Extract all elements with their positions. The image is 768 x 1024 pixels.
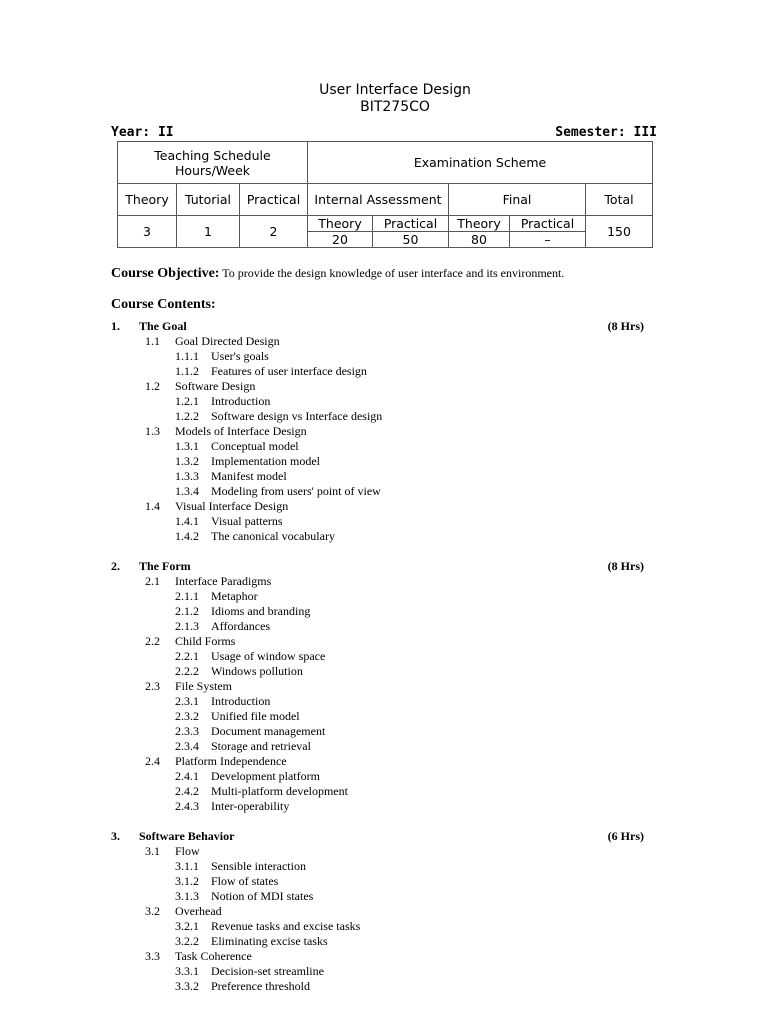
subsection-number: 3.1.3 <box>175 889 199 903</box>
subsection-number: 2.1.1 <box>175 589 199 603</box>
subsection-item <box>0 724 768 739</box>
section-number: 3.2 <box>145 904 160 918</box>
subsection-item <box>0 454 768 469</box>
subsection-number: 1.2.2 <box>175 409 199 423</box>
unit-number: 2. <box>111 559 120 573</box>
subsection-item <box>0 349 768 364</box>
subsection-item <box>0 799 768 814</box>
subsection-title: Notion of MDI states <box>211 889 314 903</box>
section-number: 3.3 <box>145 949 160 963</box>
subsection-title: Eliminating excise tasks <box>211 934 328 948</box>
subsection-number: 2.4.3 <box>175 799 199 813</box>
course-objective-text: To provide the design knowledge of user interface and its environment. <box>219 266 565 280</box>
schedule-table <box>117 141 653 248</box>
subsection-item <box>0 859 768 874</box>
section-number: 1.2 <box>145 379 160 393</box>
subsection-item <box>0 934 768 949</box>
subsection-number: 2.1.2 <box>175 604 199 618</box>
subsection-number: 2.4.2 <box>175 784 199 798</box>
subsection-title: Inter-operability <box>211 799 290 813</box>
section-title: Flow <box>175 844 200 858</box>
section-number: 2.2 <box>145 634 160 648</box>
subsection-number: 1.4.2 <box>175 529 199 543</box>
theory-hours: 3 <box>118 216 177 248</box>
subsection-number: 2.3.1 <box>175 694 199 708</box>
course-code: BIT275CO <box>360 99 430 115</box>
section-item <box>0 634 768 649</box>
teaching-schedule-header: Teaching Schedule Hours/Week <box>118 142 308 184</box>
section-item <box>0 904 768 919</box>
subsection-title: Storage and retrieval <box>211 739 311 753</box>
subsection-item <box>0 604 768 619</box>
subsection-title: User's goals <box>211 349 269 363</box>
subsection-item <box>0 529 768 544</box>
subsection-item <box>0 769 768 784</box>
final-theory-header: Theory <box>449 216 510 232</box>
final-theory-marks: 80 <box>449 232 510 248</box>
subsection-title: Affordances <box>211 619 271 633</box>
subsection-title: Windows pollution <box>211 664 303 678</box>
unit-title: The Goal <box>139 319 187 333</box>
course-unit <box>0 559 768 814</box>
section-title: Overhead <box>175 904 222 918</box>
section-item <box>0 949 768 964</box>
subsection-number: 2.2.1 <box>175 649 199 663</box>
subsection-title: Manifest model <box>211 469 287 483</box>
subsection-number: 3.2.2 <box>175 934 199 948</box>
subsection-number: 3.3.2 <box>175 979 199 993</box>
subsection-number: 2.2.2 <box>175 664 199 678</box>
theory-header: Theory <box>118 184 177 216</box>
internal-assessment-header: Internal Assessment <box>308 184 449 216</box>
section-item <box>0 754 768 769</box>
subsection-item <box>0 874 768 889</box>
subsection-number: 1.2.1 <box>175 394 199 408</box>
course-contents-label: Course Contents: <box>111 297 216 312</box>
course-unit <box>0 829 768 994</box>
section-title: Goal Directed Design <box>175 334 280 348</box>
unit-hours: (6 Hrs) <box>607 829 644 843</box>
section-title: Models of Interface Design <box>175 424 307 438</box>
unit-hours: (8 Hrs) <box>607 559 644 573</box>
subsection-title: Idioms and branding <box>211 604 311 618</box>
course-objective-label: Course Objective: <box>111 266 220 281</box>
internal-practical-header: Practical <box>373 216 449 232</box>
subsection-title: Preference threshold <box>211 979 310 993</box>
section-number: 1.4 <box>145 499 160 513</box>
course-unit <box>0 319 768 544</box>
section-number: 2.3 <box>145 679 160 693</box>
section-number: 3.1 <box>145 844 160 858</box>
section-title: Child Forms <box>175 634 236 648</box>
unit-heading <box>0 829 768 844</box>
internal-theory-header: Theory <box>308 216 373 232</box>
section-title: Visual Interface Design <box>175 499 289 513</box>
section-item <box>0 844 768 859</box>
subsection-item <box>0 514 768 529</box>
subsection-item <box>0 649 768 664</box>
section-title: Platform Independence <box>175 754 287 768</box>
final-practical-marks: – <box>510 232 586 248</box>
subsection-item <box>0 619 768 634</box>
section-item <box>0 574 768 589</box>
subsection-title: Software design vs Interface design <box>211 409 383 423</box>
practical-hours: 2 <box>240 216 308 248</box>
subsection-number: 1.3.2 <box>175 454 199 468</box>
section-title: Task Coherence <box>175 949 252 963</box>
subsection-title: Sensible interaction <box>211 859 306 873</box>
subsection-number: 1.3.1 <box>175 439 199 453</box>
tutorial-header: Tutorial <box>177 184 240 216</box>
section-title: Interface Paradigms <box>175 574 272 588</box>
section-number: 1.1 <box>145 334 160 348</box>
subsection-number: 1.3.3 <box>175 469 199 483</box>
subsection-number: 3.3.1 <box>175 964 199 978</box>
subsection-title: Usage of window space <box>211 649 326 663</box>
section-item <box>0 424 768 439</box>
subsection-item <box>0 364 768 379</box>
unit-title: The Form <box>139 559 191 573</box>
subsection-number: 3.1.2 <box>175 874 199 888</box>
subsection-title: Flow of states <box>211 874 279 888</box>
exam-scheme-header: Examination Scheme <box>308 142 653 184</box>
subsection-number: 1.1.2 <box>175 364 199 378</box>
subsection-title: Implementation model <box>211 454 320 468</box>
subsection-item <box>0 439 768 454</box>
subsection-item <box>0 919 768 934</box>
subsection-number: 3.2.1 <box>175 919 199 933</box>
subsection-item <box>0 889 768 904</box>
subsection-title: Visual patterns <box>211 514 283 528</box>
subsection-item <box>0 784 768 799</box>
subsection-item <box>0 964 768 979</box>
section-title: Software Design <box>175 379 256 393</box>
subsection-title: The canonical vocabulary <box>211 529 335 543</box>
subsection-number: 1.4.1 <box>175 514 199 528</box>
section-item <box>0 679 768 694</box>
section-item <box>0 379 768 394</box>
section-item <box>0 499 768 514</box>
subsection-item <box>0 484 768 499</box>
total-marks: 150 <box>586 216 653 248</box>
year-label: Year: II <box>111 125 174 140</box>
section-number: 2.4 <box>145 754 160 768</box>
subsection-item <box>0 469 768 484</box>
section-number: 1.3 <box>145 424 160 438</box>
subsection-item <box>0 394 768 409</box>
subsection-number: 1.1.1 <box>175 349 199 363</box>
subsection-number: 2.3.2 <box>175 709 199 723</box>
subsection-item <box>0 979 768 994</box>
subsection-title: Metaphor <box>211 589 258 603</box>
course-objective <box>111 266 564 282</box>
unit-number: 1. <box>111 319 120 333</box>
subsection-number: 3.1.1 <box>175 859 199 873</box>
subsection-number: 2.4.1 <box>175 769 199 783</box>
subsection-number: 2.3.3 <box>175 724 199 738</box>
subsection-title: Revenue tasks and excise tasks <box>211 919 361 933</box>
course-title: User Interface Design <box>319 82 471 98</box>
subsection-item <box>0 694 768 709</box>
semester-label: Semester: III <box>555 125 657 140</box>
tutorial-hours: 1 <box>177 216 240 248</box>
course-outline <box>0 319 768 994</box>
section-title: File System <box>175 679 233 693</box>
subsection-title: Multi-platform development <box>211 784 348 798</box>
unit-heading <box>0 559 768 574</box>
subsection-item <box>0 739 768 754</box>
unit-title: Software Behavior <box>139 829 235 843</box>
unit-number: 3. <box>111 829 120 843</box>
subsection-title: Unified file model <box>211 709 300 723</box>
subsection-title: Conceptual model <box>211 439 299 453</box>
internal-theory-marks: 20 <box>308 232 373 248</box>
unit-hours: (8 Hrs) <box>607 319 644 333</box>
subsection-number: 2.1.3 <box>175 619 199 633</box>
subsection-title: Introduction <box>211 694 271 708</box>
final-header: Final <box>449 184 586 216</box>
section-number: 2.1 <box>145 574 160 588</box>
internal-practical-marks: 50 <box>373 232 449 248</box>
final-practical-header: Practical <box>510 216 586 232</box>
subsection-number: 1.3.4 <box>175 484 199 498</box>
subsection-title: Decision-set streamline <box>211 964 324 978</box>
total-header: Total <box>586 184 653 216</box>
subsection-title: Development platform <box>211 769 320 783</box>
subsection-item <box>0 589 768 604</box>
unit-heading <box>0 319 768 334</box>
subsection-item <box>0 709 768 724</box>
subsection-item <box>0 409 768 424</box>
subsection-title: Document management <box>211 724 326 738</box>
subsection-number: 2.3.4 <box>175 739 199 753</box>
subsection-title: Introduction <box>211 394 271 408</box>
practical-header: Practical <box>240 184 308 216</box>
subsection-title: Modeling from users' point of view <box>211 484 381 498</box>
section-item <box>0 334 768 349</box>
subsection-item <box>0 664 768 679</box>
subsection-title: Features of user interface design <box>211 364 367 378</box>
